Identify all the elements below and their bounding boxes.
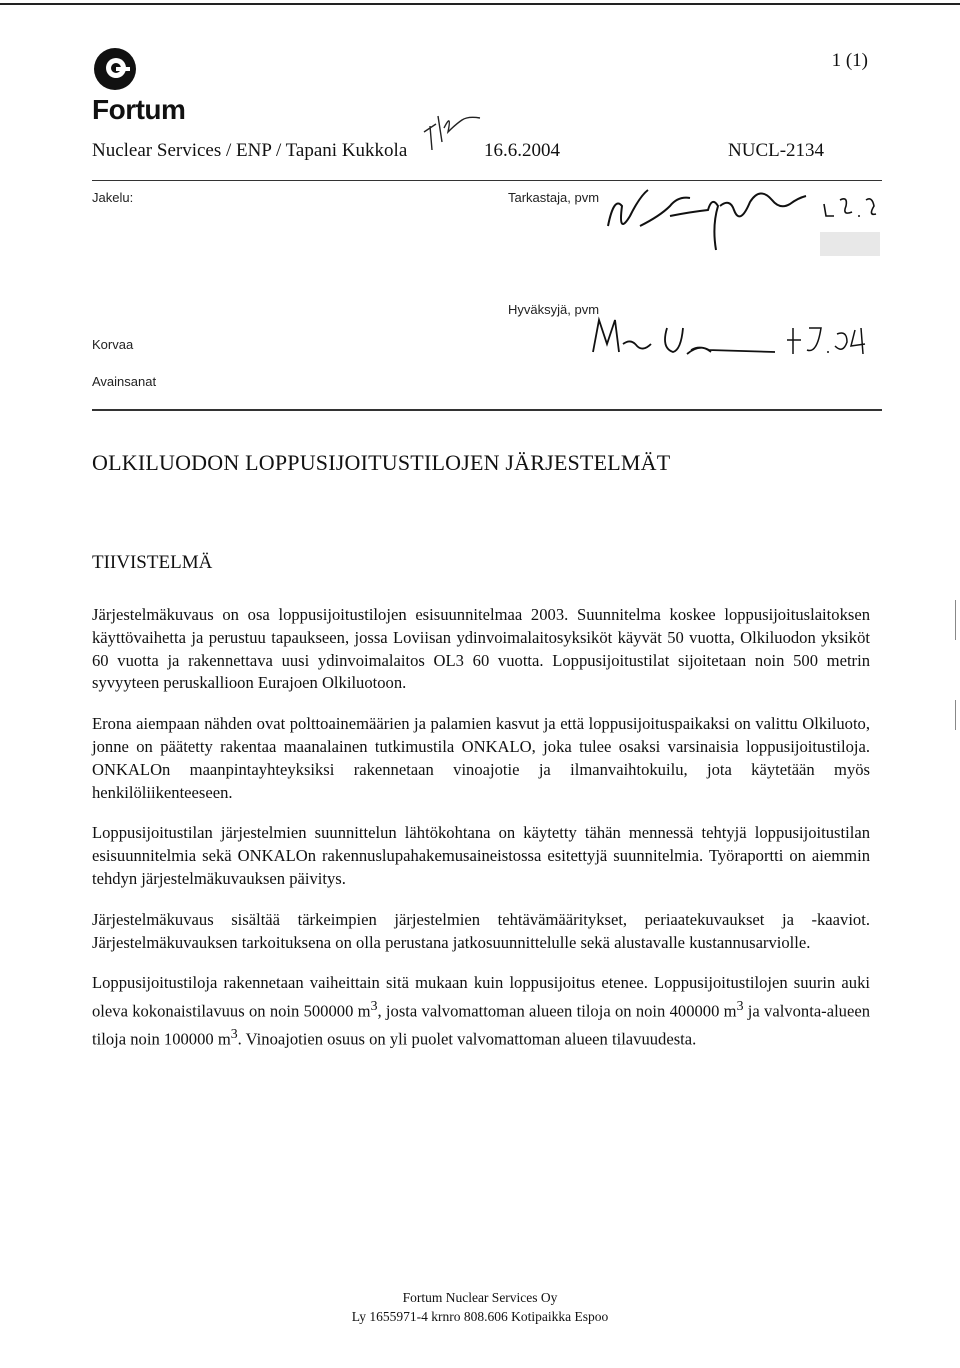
keywords-label: Avainsanat bbox=[92, 374, 157, 389]
scan-top-edge bbox=[0, 3, 960, 5]
reviewer-signature bbox=[600, 176, 890, 262]
distribution-label: Jakelu: bbox=[92, 190, 134, 205]
text-run: , josta valvomattoman alueen tiloja on noin 400000 m bbox=[377, 1001, 737, 1021]
paragraph: Erona aiempaan nähden ovat polttoainemäärien ja palamien kasvut ja että loppusijoituspaikaksi on valittu Olkiluoto, jonne on päätetty rakentaa maanalainen tutkimustila ONKALO, joka tulee osaksi varsinaisia loppusijoitustiloja. ONKALOn maanpintayhteyksiksi rakennetaan vinoajotie ja ilmanvaihtokuilu, jota käytetään myös henkilöliikenteeseen. bbox=[92, 714, 870, 802]
footer-company: Fortum Nuclear Services Oy bbox=[402, 1290, 558, 1305]
paragraph-volumes bbox=[92, 972, 870, 1051]
footer-details: Ly 1655971-4 krnro 808.606 Kotipaikka Espoo bbox=[351, 1309, 609, 1324]
scan-edge-mark bbox=[955, 600, 956, 640]
page-number: 1 (1) bbox=[831, 50, 868, 71]
fortum-logo-icon bbox=[92, 46, 138, 92]
paragraph: Järjestelmäkuvaus sisältää tärkeimpien järjestelmien tehtävämääritykset, periaatekuvaukset ja -kaaviot. Järjestelmäkuvauksen tarkoituksena on olla perustana jatkosuunnittelulle sekä alustavalle kustannusarviolle. bbox=[92, 909, 870, 952]
section-heading: TIIVISTELMÄ bbox=[92, 552, 213, 573]
superscript: 3 bbox=[230, 1026, 238, 1042]
abstract-body bbox=[92, 604, 870, 1070]
paragraph: Loppusijoitustilan järjestelmien suunnittelun lähtökohtana on käytetty tähän mennessä tehtyjä loppusijoitustilan esisuunnitelmia sekä ONKALOn rakennuslupahakemusaineistossa esitettyjä suunnitelmia. Työraportti on aiemmin tehdyn järjestelmäkuvauksen päivitys. bbox=[92, 823, 870, 888]
document-number: NUCL-2134 bbox=[728, 140, 825, 161]
fortum-logo bbox=[92, 46, 186, 126]
fields-divider bbox=[92, 409, 882, 411]
paragraph: Järjestelmäkuvaus on osa loppusijoitustilojen esisuunnitelmaa 2003. Suunnitelma koskee loppusijoituslaitoksen käyttövaihetta ja perustuu tapaukseen, jossa Loviisan ydinvoimalaitosyksiköt käyvät 50 vuotta, Olkiluodon yksiköt 60 vuotta ja rakennettava uusi ydinvoimalaitos OL3 60 vuotta. Loppusijoitustilat sijoitetaan noin 500 metrin syvyyteen peruskallioon Eurajoen Olkiluotoon. bbox=[92, 605, 870, 693]
footer bbox=[0, 1288, 960, 1326]
text-run: ja valvonta-alueen tiloja noin 100000 m bbox=[92, 1001, 871, 1050]
document-title: OLKILUODON LOPPUSIJOITUSTILOJEN JÄRJESTELMÄT bbox=[92, 450, 671, 475]
superscript: 3 bbox=[370, 998, 378, 1014]
document-date: 16.6.2004 bbox=[484, 140, 560, 161]
replaces-label: Korvaa bbox=[92, 337, 134, 352]
text-run: . Vinoajotien osuus on yli puolet valvomattoman alueen tilavuudesta. bbox=[237, 1030, 697, 1050]
sender: Nuclear Services / ENP / Tapani Kukkola bbox=[92, 140, 408, 161]
text-run: Loppusijoitustiloja rakennetaan vaiheittain sitä mukaan kuin loppusijoitus etenee. Loppusijoitustilojen suurin auki oleva kokonaistilavuus on noin 500000 m bbox=[92, 973, 870, 1021]
reviewer-label: Tarkastaja, pvm bbox=[508, 190, 600, 205]
approver-label: Hyväksyjä, pvm bbox=[508, 302, 600, 317]
scan-edge-mark bbox=[955, 700, 956, 730]
approver-signature bbox=[585, 314, 885, 370]
initials-signature bbox=[418, 102, 488, 154]
superscript: 3 bbox=[736, 998, 744, 1014]
logo-wordmark: Fortum bbox=[92, 94, 186, 125]
